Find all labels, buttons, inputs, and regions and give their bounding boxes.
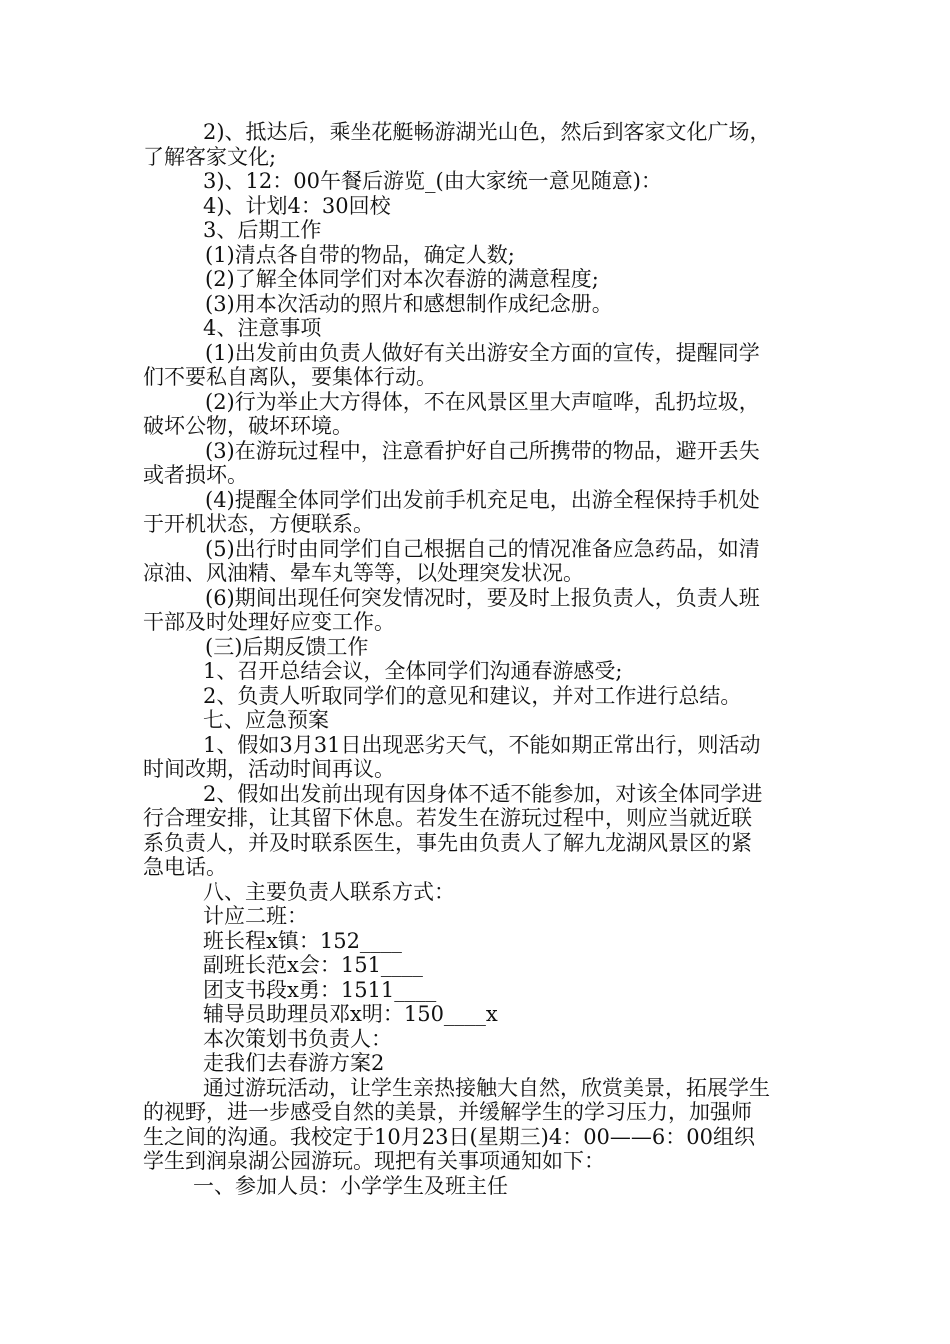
text-line: 走我们去春游方案2 <box>203 1051 385 1075</box>
text-line: 七、应急预案 <box>203 708 329 732</box>
text-line: 生之间的沟通。我校定于10月23日(星期三)4：00——6：00组织 <box>143 1124 755 1149</box>
text-line: 计应二班： <box>203 904 308 928</box>
text-line: 1、召开总结会议，全体同学们沟通春游感受; <box>203 659 623 683</box>
text-line: 副班长范x会：151____ <box>203 953 423 977</box>
text-line: (3)在游玩过程中，注意看护好自己所携带的物品，避开丢失 <box>205 438 760 463</box>
text-line: 本次策划书负责人： <box>203 1026 392 1051</box>
text-line: (2)了解全体同学们对本次春游的满意程度; <box>205 267 599 291</box>
text-line: 急电话。 <box>143 855 227 879</box>
text-line: (2)行为举止大方得体，不在风景区里大声喧哗，乱扔垃圾， <box>205 389 760 414</box>
text-line: 4、注意事项 <box>203 316 322 340</box>
text-line: (1)出发前由负责人做好有关出游安全方面的宣传，提醒同学 <box>205 340 760 365</box>
text-line: 或者损坏。 <box>143 463 248 487</box>
document-body <box>143 120 815 1198</box>
text-line: 2、假如出发前出现有因身体不适不能参加，对该全体同学进 <box>203 781 763 806</box>
text-line: 班长程x镇：152____ <box>203 928 402 953</box>
text-line: 的视野，进一步感受自然的美景，并缓解学生的学习压力，加强师 <box>143 1100 752 1124</box>
text-line: 辅导员助理员邓x明：150____x <box>203 1002 498 1026</box>
text-line: 1、假如3月31日出现恶劣天气，不能如期正常出行，则活动 <box>203 732 761 757</box>
text-line: 八、主要负责人联系方式： <box>203 879 455 904</box>
text-line: 凉油、风油精、晕车丸等等，以处理突发状况。 <box>143 561 584 585</box>
text-line: 3、后期工作 <box>203 218 322 242</box>
text-line: (3)用本次活动的照片和感想制作成纪念册。 <box>205 291 613 316</box>
text-line: 干部及时处理好应变工作。 <box>143 610 395 634</box>
text-line: 通过游玩活动，让学生亲热接触大自然，欣赏美景，拓展学生 <box>203 1075 770 1100</box>
text-line: 们不要私自离队，要集体行动。 <box>143 365 437 389</box>
text-line: 了解客家文化; <box>143 144 277 169</box>
text-line: (6)期间出现任何突发情况时，要及时上报负责人，负责人班 <box>205 585 760 610</box>
text-line: 学生到润泉湖公园游玩。现把有关事项通知如下： <box>143 1149 605 1173</box>
text-line: 系负责人，并及时联系医生，事先由负责人了解九龙湖风景区的紧 <box>143 830 752 855</box>
text-line: 2)、抵达后，乘坐花艇畅游湖光山色，然后到客家文化广场， <box>203 120 771 144</box>
text-line: 3)、12：00午餐后游览_(由大家统一意见随意)： <box>203 169 662 193</box>
text-line: (4)提醒全体同学们出发前手机充足电，出游全程保持手机处 <box>205 487 760 512</box>
text-line: (1)清点各自带的物品，确定人数; <box>205 242 515 267</box>
text-line: (5)出行时由同学们自己根据自己的情况准备应急药品，如清 <box>205 536 760 561</box>
text-line: 2、负责人听取同学们的意见和建议，并对工作进行总结。 <box>203 683 742 708</box>
text-line: 时间改期，活动时间再议。 <box>143 757 395 781</box>
text-line: 一、参加人员：小学学生及班主任 <box>193 1173 508 1198</box>
text-line: (三)后期反馈工作 <box>205 634 369 659</box>
text-line: 4)、计划4：30回校 <box>203 193 391 218</box>
text-line: 破坏公物，破坏环境。 <box>143 414 353 438</box>
text-line: 行合理安排，让其留下休息。若发生在游玩过程中，则应当就近联 <box>143 806 752 830</box>
text-line: 于开机状态，方便联系。 <box>143 512 374 536</box>
text-line: 团支书段x勇：1511____ <box>203 977 437 1002</box>
